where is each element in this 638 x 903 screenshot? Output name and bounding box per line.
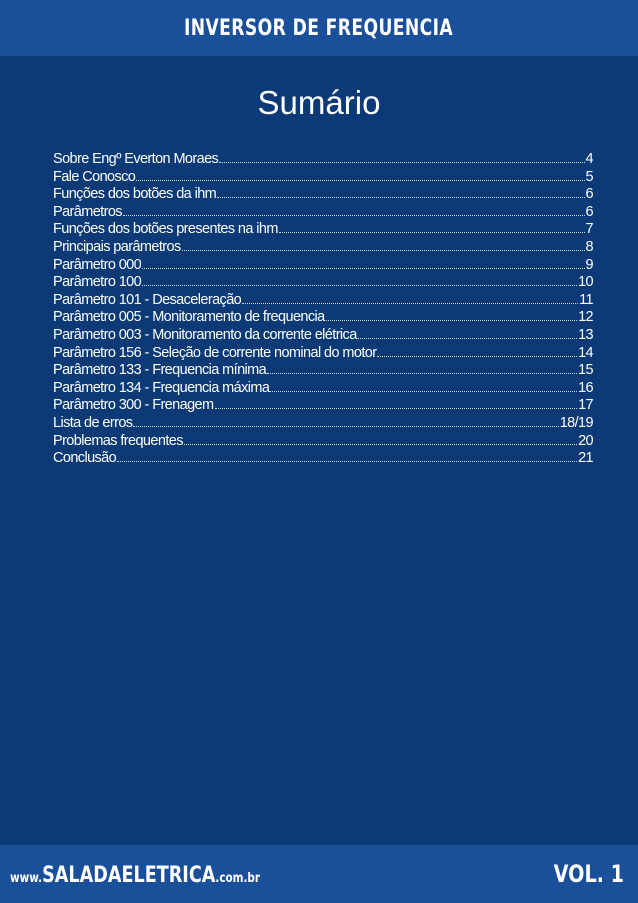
toc-entry[interactable]	[53, 309, 593, 327]
toc-dot-leader	[217, 196, 584, 198]
toc-entry-page: 17	[578, 397, 593, 414]
toc-dot-leader	[142, 267, 584, 269]
toc-entry-page: 10	[578, 274, 593, 291]
toc-entry-label: Lista de erros	[53, 414, 133, 431]
toc-entry-label: Sobre Engº Everton Moraes	[53, 151, 219, 167]
toc-entry-page: 13	[578, 326, 593, 343]
header-title: INVERSOR DE FREQUENCIA	[184, 15, 454, 41]
toc-entry[interactable]	[53, 274, 593, 292]
toc-entry-label: Funções dos botões presentes na ihm	[53, 221, 278, 238]
toc-entry[interactable]	[53, 345, 593, 363]
toc-dot-leader	[182, 249, 585, 251]
toc-entry-label: Principais parâmetros	[53, 238, 181, 255]
toc-entry-label: Parâmetro 133 - Frequencia mínima	[53, 362, 267, 379]
site-url-prefix: www.	[10, 871, 43, 886]
toc-entry-label: Parâmetro 005 - Monitoramento de frequencia	[53, 309, 325, 326]
toc-entry[interactable]	[53, 397, 593, 415]
toc-dot-leader	[123, 214, 585, 216]
site-url-suffix: .com.br	[215, 871, 261, 886]
toc-entry-label: Parâmetro 100	[53, 274, 142, 291]
toc-entry-page: 7	[585, 221, 593, 238]
toc-entry-page: 12	[578, 309, 593, 326]
toc-entry-label: Funções dos botões da ihm	[53, 186, 217, 203]
toc-entry[interactable]	[53, 433, 593, 451]
toc-entry[interactable]	[53, 169, 593, 187]
toc-dot-leader	[267, 372, 577, 374]
toc-entry-page: 6	[585, 203, 593, 220]
toc-dot-leader	[133, 425, 558, 427]
toc-entry[interactable]	[53, 204, 593, 222]
toc-dot-leader	[358, 337, 577, 339]
site-url-name: SALADAELETRICA	[42, 863, 216, 888]
toc-entry[interactable]	[53, 362, 593, 380]
toc-entry-label: Problemas frequentes	[53, 432, 183, 449]
toc-entry[interactable]	[53, 415, 593, 433]
table-of-contents	[53, 151, 593, 468]
toc-entry[interactable]	[53, 221, 593, 239]
toc-dot-leader	[215, 407, 578, 409]
toc-entry[interactable]	[53, 450, 593, 468]
toc-entry-page: 18/19	[559, 414, 593, 431]
toc-entry-label: Parâmetro 134 - Frequencia máxima	[53, 379, 270, 396]
toc-entry-label: Parâmetro 000	[53, 256, 142, 273]
page-title: Sumário	[257, 84, 381, 121]
toc-entry-page: 20	[578, 432, 593, 449]
toc-entry-page: 21	[578, 450, 593, 467]
toc-entry-page: 5	[585, 168, 593, 185]
toc-entry-page: 4	[585, 151, 593, 167]
toc-entry-label: Parâmetro 101 - Desaceleração	[53, 291, 242, 308]
toc-entry-page: 11	[579, 291, 593, 308]
toc-entry[interactable]	[53, 292, 593, 310]
toc-dot-leader	[279, 231, 585, 233]
toc-entry-label: Parâmetro 300 - Frenagem	[53, 397, 214, 414]
toc-dot-leader	[117, 460, 577, 462]
header-bar	[0, 0, 638, 56]
toc-entry[interactable]	[53, 151, 593, 169]
toc-entry-page: 14	[578, 344, 593, 361]
volume-label: VOL. 1	[553, 860, 624, 888]
toc-entry-label: Fale Conosco	[53, 168, 136, 185]
toc-dot-leader	[270, 390, 577, 392]
toc-dot-leader	[326, 319, 577, 321]
toc-dot-leader	[136, 179, 584, 181]
toc-entry-page: 15	[578, 362, 593, 379]
toc-entry[interactable]	[53, 186, 593, 204]
toc-dot-leader	[242, 302, 578, 304]
toc-entry[interactable]	[53, 380, 593, 398]
toc-entry[interactable]	[53, 327, 593, 345]
toc-entry[interactable]	[53, 257, 593, 275]
toc-entry-page: 16	[578, 379, 593, 396]
toc-entry-label: Parâmetro 003 - Monitoramento da corrente elétrica	[53, 326, 357, 343]
toc-dot-leader	[377, 355, 577, 357]
toc-entry-page: 6	[585, 186, 593, 203]
toc-entry[interactable]	[53, 239, 593, 257]
site-url[interactable]	[10, 863, 260, 888]
toc-dot-leader	[219, 161, 584, 163]
toc-entry-label: Parâmetro 156 - Seleção de corrente nominal do motor	[53, 344, 377, 361]
toc-entry-page: 8	[585, 238, 593, 255]
toc-entry-label: Parâmetros	[53, 203, 122, 220]
toc-entry-page: 9	[585, 256, 593, 273]
toc-dot-leader	[142, 284, 577, 286]
toc-entry-label: Conclusão	[53, 450, 117, 467]
toc-dot-leader	[184, 443, 577, 445]
